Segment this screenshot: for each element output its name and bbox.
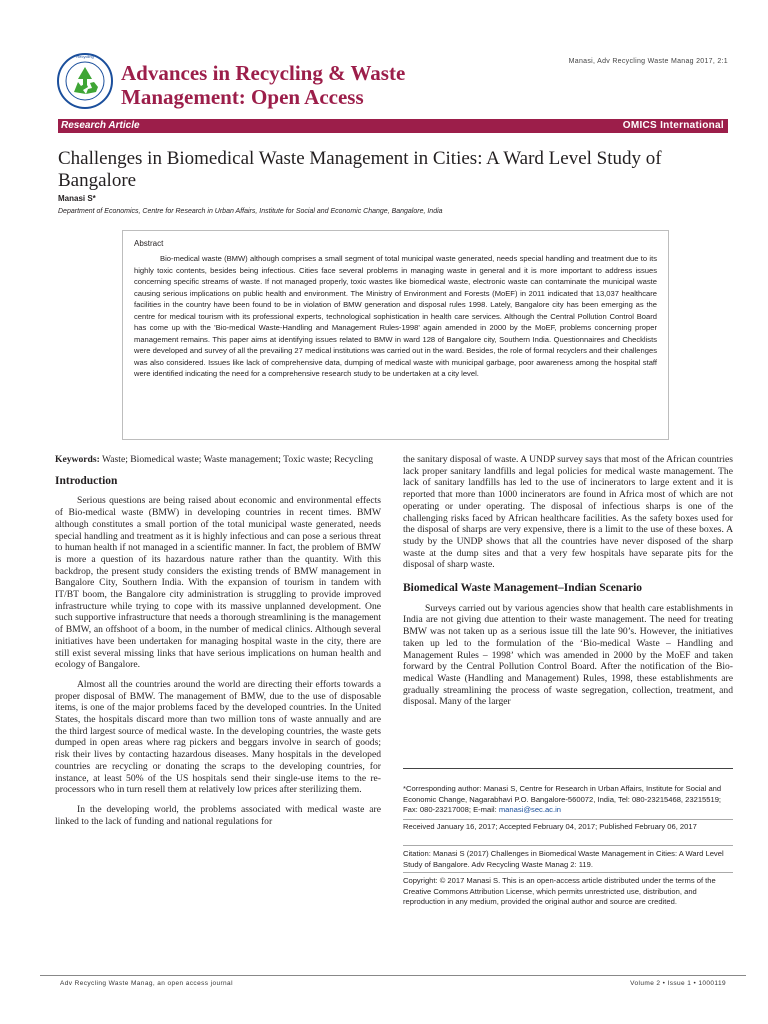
author-email-link[interactable]: manasi@sec.ac.in: [498, 805, 561, 814]
intro-paragraph-4: the sanitary disposal of waste. A UNDP survey says that most of the African countries lack proper sanitary landfills and legal policies for medical waste management. The lack of sanitary landfills has led to the use of incinerators to large extent and it is reported that more than 1000 incinerators are found in Africa most of which are not operating or under operating. The disposal of infectious sharps is one of the challenging risks faced by African healthcare facilities. As the safety boxes used for the disposal of sharps are very expensive, there is a limit to the use of these boxes. A study by the UNDP shows that all the countries have never disposed of the sharp waste at the dump sites and that a very few hospitals have separate pits for the disposal of sharp waste.: [403, 454, 733, 571]
intro-paragraph-1: Serious questions are being raised about economic and environmental effects of Bio-medical waste (BMW) in developing countries in recent times. BMW although constitutes a small portion of the total municipal waste generated, needs special handling and treatment as it is highly infectious and can pose a serious threat to human health if not managed in a scientific manner. In fact, the problem of BMW is more a question of its hazardous nature rather than the quantity. With this backdrop, the present study considers the existing trends of BMW management in Bangalore City, Southern India. With the expansion of tourism in tandem with IT/BT boom, the Bangalore city administration is struggling to provide improved infrastructure while trying to cope with its massive unplanned development. One such supportive infrastructure that needs a thorough streamlining is the management of BMW, an offshoot of a boom, in the number of medical clinics. Although several initiatives have been undertaken for managing hospital waste in the city, there are still exist several missing links that have serious implications on human health and ecology of Bangalore.: [55, 495, 381, 671]
abstract-heading: Abstract: [134, 239, 164, 248]
footer-volume-issue: Volume 2 • Issue 1 • 1000119: [630, 980, 726, 987]
section-heading-indian-scenario: Biomedical Waste Management–Indian Scenario: [403, 582, 643, 595]
footnote-divider-1: [403, 819, 733, 820]
footnote-divider-2: [403, 845, 733, 846]
abstract-text: Bio-medical waste (BMW) although comprises a small segment of total municipal waste generated, needs special handling and treatment due to its highly toxic contents, besides being infectious. Cities face several problems in managing waste in general and it is more important to address issues concerning specific streams of waste. If not managed properly, toxic wastes like biomedical waste, electronic waste can contaminate the municipal waste causing serious implications on public health and environment. The Ministry of Environment and Forests (MoEF) in 2011 indicated that 13,037 healthcare facilities in the country have been found to be in violation of BMW generation and disposal rules 1998. Lately, Bangalore city has been emerging as the centre for medical tourism with its professional experts, technological sophistication in health care services. Although the Central Pollution Control Board has come up with the 'Bio-medical Waste-Handling and Management Rules-1998' again amended in 2000 by the MoEF, problems concerning proper management remains. This paper aims at identifying issues related to BMW in ward 128 of Bangalore city, Southern India. Questionnaires and Checklists were developed and survey of all the prevailing 27 medical institutions was carried out in the ward. Besides, the role of formal recyclers and their challenges was also considered. Issues like lack of comprehensive data, dumping of medical waste with municipal garbage, poor awareness among the hospital staff were identified indicating the need for a comprehensive research study to be undertaken at a city level.: [134, 254, 657, 378]
journal-logo: [56, 52, 114, 110]
keywords-label: Keywords:: [55, 454, 100, 465]
journal-title: [121, 61, 405, 109]
intro-paragraph-3: In the developing world, the problems associated with medical waste are linked to the lack of funding and national regulations for: [55, 803, 381, 827]
corresponding-author-text: *Corresponding author: Manasi S, Centre for Research in Urban Affairs, Institute for Social and Economic Change, Nagarabhavi P.O. Bangalore-560072, India, Tel: 080-23215468, 23215519; Fax: 080-23217008; E-mail:: [403, 784, 722, 814]
abstract-box: [122, 230, 669, 440]
svg-text:Recycling: Recycling: [76, 54, 94, 59]
author-name: Manasi S*: [58, 194, 96, 203]
keywords-text: Waste; Biomedical waste; Waste management; Toxic waste; Recycling: [102, 454, 374, 465]
right-column: [403, 454, 733, 708]
author-affiliation: Department of Economics, Centre for Research in Urban Affairs, Institute for Social and Economic Change, Bangalore, India: [58, 208, 443, 215]
intro-paragraph-2: Almost all the countries around the world are directing their efforts towards a proper disposal of BMW. The management of BMW, due to the use of disposable items, is one of the major problems faced by the developed countries. In the United States, the hospitals discard more than two million tons of waste annually and are the third largest source of medical waste. In the developing countries, the waste gets dumped in open areas where rag pickers and beggars involve in search of goods; risk their lives by contacting hazardous diseases. Many hospitals in the developed countries are recycling or donating the scraps to the developing countries, for instance, at least 50% of the US hospitals send their single-use items to the re-processors who in turn resell them at relatively low prices after sterilizing them.: [55, 678, 381, 796]
article-title: Challenges in Biomedical Waste Management in Cities: A Ward Level Study of Bangalore: [58, 148, 662, 191]
corresponding-author-note: [403, 784, 733, 816]
article-type: Research Article: [61, 120, 140, 131]
publication-dates: Received January 16, 2017; Accepted February 04, 2017; Published February 06, 2017: [403, 822, 697, 831]
left-column: [55, 454, 381, 827]
header-citation: Manasi, Adv Recycling Waste Manag 2017, 2:1: [568, 58, 728, 65]
indian-paragraph-1: Surveys carried out by various agencies show that health care establishments in India are not giving due attention to their waste management. The need for treating BMW was not taken up as a serious issue till the late 90’s. However, the initiatives taken up led to the formulation of the ‘Bio-medical Waste – Handling and Management Rules – 1998’ which was amended in 2000 by the MoEF and taken forward by the Central Pollution Control Board. After the notification of the Bio-medical Waste (Handling and Management) Rules, 1998, these establishments are gradually streamlining the process of waste segregation, collection, treatment, and disposal. Many of the larger: [403, 602, 733, 708]
footnote-rule: [403, 768, 733, 769]
footer-journal: Adv Recycling Waste Manag, an open access journal: [60, 980, 233, 987]
journal-title-line2: Management: Open Access: [121, 85, 364, 109]
citation-note: Citation: Manasi S (2017) Challenges in Biomedical Waste Management in Cities: A Ward Level Study of Bangalore. Adv Recycling Waste Manag 2: 119.: [403, 849, 724, 869]
footnote-divider-3: [403, 872, 733, 873]
section-heading-introduction: Introduction: [55, 474, 118, 487]
article-type-band: [58, 119, 728, 133]
publisher-name: OMICS International: [622, 120, 724, 131]
copyright-note: Copyright: © 2017 Manasi S. This is an open-access article distributed under the terms of the Creative Commons Attribution License, which permits unrestricted use, distribution, and reproduction in any medium, provided the original author and source are credited.: [403, 876, 716, 906]
footer-rule: [40, 975, 746, 976]
keywords: [55, 454, 381, 466]
recycling-logo-icon: [56, 52, 114, 110]
journal-title-line1: Advances in Recycling & Waste: [121, 61, 406, 85]
